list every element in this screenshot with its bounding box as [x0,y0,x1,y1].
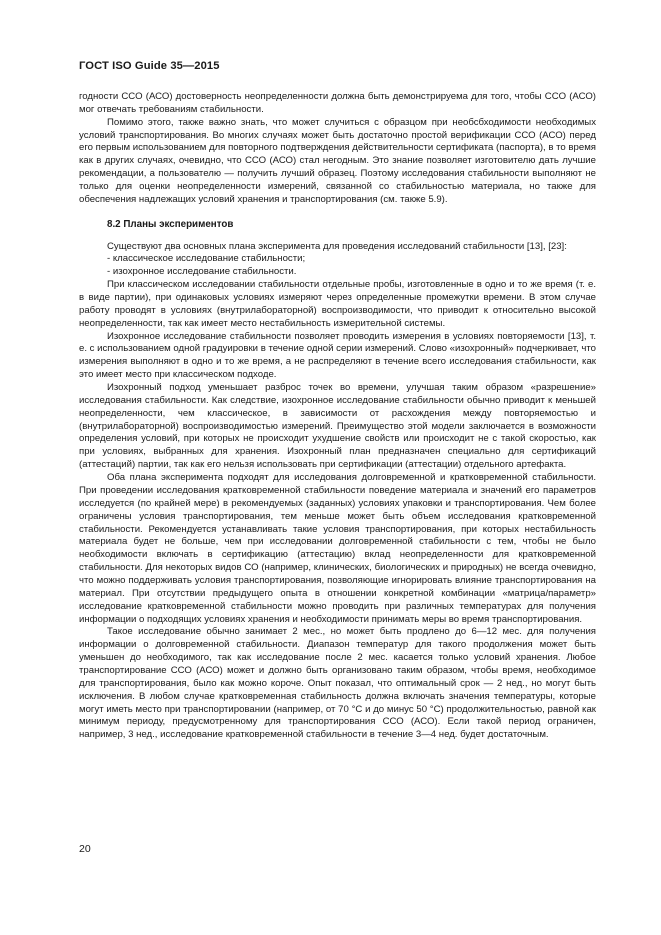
paragraph: Существуют два основных плана эксперимента для проведения исследований стабильности [13], [23]: [107,240,567,252]
page-number: 20 [79,843,91,855]
paragraph: Изохронный подход уменьшает разброс точек во времени, улучшая таким образом «разрешение» исследования стабильности. Как следствие, изохронное исследование стабильности обычно приводит к меньшей неопределенности, чем классическое, в зависимости от расхождения между повторяемостью и (внутрилабораторной) воспроизводимостью измерений. Преимущество этой модели заключается в возможности определения условий, при которых не происходит ухудшение свойств или происходит не с такой скоростью, как при условиях, выбранных для хранения. Изохронный план предназначен специально для сертификаций (аттестаций) партии, так как его нельзя использовать при сертификации (аттестации) отдельного артефакта. [79,382,596,471]
paragraph: годности СCO (АСО) достоверность неопределенности должна быть демонстрируема для того, чтобы CCO (АСО) мог отвечать требованиям стабильности. [79,91,596,115]
paragraph: Такое исследование обычно занимает 2 мес., но может быть продлено до 6—12 мес. для получения информации о долговременной стабильности. Диапазон температур для такого продолжения может быть уменьшен до необходимого, так как исследование после 2 мес. касается только условий хранения. Любое транспортирование ССО (АСО) может и должно быть организовано таким образом, чтобы время, необходимое для транспортирования, было как можно короче. Опыт показал, что оптимальный срок — 2 нед., но могут быть исключения. В любом случае кратковременная стабильность должна включать значения температуры, которые могут иметь место при транспортировании (например, от 70 °С и до минус 50 °С) продолжительностью, равной как минимум периоду, предусмотренному для транспортирования ССО (АСО). Если такой период ограничен, например, 3 нед., исследование кратковременной стабильности в течение 3—4 нед. будет достаточным. [79,626,596,741]
list-item: - классическое исследование стабильности; [107,253,306,265]
page-body [79,91,596,742]
paragraph: Оба плана эксперимента подходят для исследования долговременной и кратковременной стабильности. При проведении исследования кратковременной стабильности поведение материала и значений его параметров исследуется (по крайней мере) в рекомендуемых (заданных) условиях упаковки и транспортирования. Чем более ограничены условия транспортирования, тем меньше может быть объем исследования кратковременной стабильности. Рекомендуется устанавливать такие условия транспортирования, при которых нестабильность материала будет не больше, чем при исследовании долговременной стабильности с тем, чтобы не было необходимости включать в сертификацию (аттестацию) вклад неопределенности для кратковременной стабильности. Для некоторых видов СО (например, клинических, биологических и природных) не всегда очевидно, что можно поддерживать условия транспортирования, позволяющие игнорировать влияние транспортирования на материал. При отсутствии предыдущего опыта в отношении конкретной комбинации «матрица/параметр» исследование кратковременной стабильности можно проводить при различных температурах для получения информации о подходящих условиях хранения и необходимости принимать меры во время транспортирования. [79,472,596,625]
list-item: - изохронное исследование стабильности. [107,266,297,278]
section-number: 8.2 [107,218,121,230]
paragraph: Изохронное исследование стабильности позволяет проводить измерения в условиях повторяемости [13], т. е. с использованием одной градуировки в течение одной серии измерений. Слово «изохронный» подчеркивает, что измерения выполняют в одно и то же время, а не распределяют в течение всего исследования стабильности, как это имеет место при классическом подходе. [79,330,596,381]
section-heading [79,219,596,232]
paragraph: Помимо этого, также важно знать, что может случиться с образцом при необсбходимости необходимых условий транспортирования. Во многих случаях может быть достаточно простой верификации ССО (АСО) перед его первым использованием для повторного подтверждения действительности сертификата (паспорта), в то время как в других случаях, очевидно, что ССО (АСО) стал негодным. Это знание позволяет изготовителю дать лучшие рекомендации, а пользователю — получить лучший образец. Поэтому исследования стабильности выполняют не только для оценки неопределенности измерений, связанной со стабильностью материала, но также для обеспечения надлежащих условий хранения и транспортирования (см. также 5.9). [79,116,596,205]
section-title: Планы экспериментов [123,218,234,230]
running-header: ГОСТ ISO Guide 35—2015 [79,60,220,72]
paragraph: При классическом исследовании стабильности отдельные пробы, изготовленные в одно и то же время (т. е. в виде партии), при одинаковых условиях измеряют через определенные промежутки времени. В этом случае работу проводят в условиях (внутрилабораторной) воспроизводимости, что приводит к относительно высокой неопределенности, так как имеет место нестабильность измерительной системы. [79,279,596,329]
